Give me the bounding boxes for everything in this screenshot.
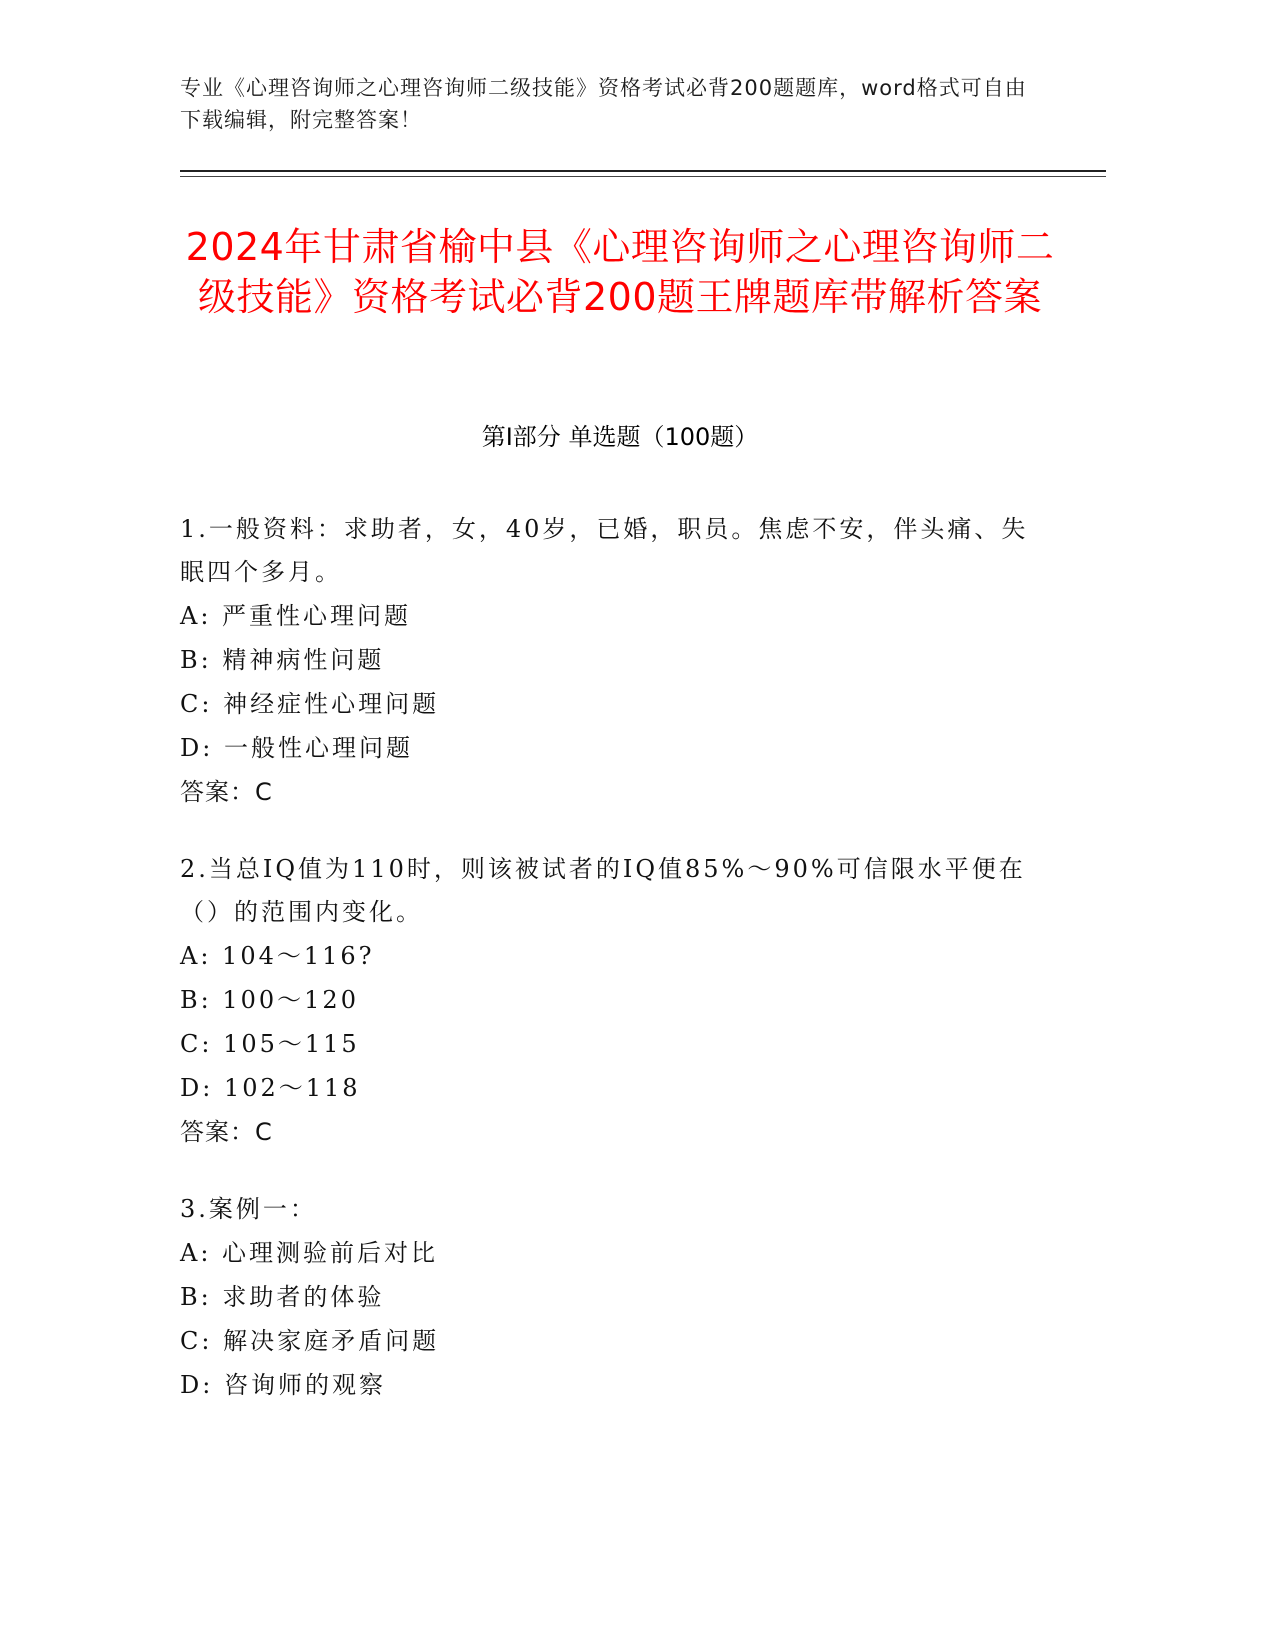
question-3	[180, 1188, 1040, 1407]
header-note: 专业《心理咨询师之心理咨询师二级技能》资格考试必背200题题库，word格式可自由下载编辑，附完整答案！	[180, 76, 1027, 132]
option-b: B: 求助者的体验	[180, 1283, 385, 1311]
question-stem: 1.一般资料：求助者，女，40岁，已婚，职员。焦虑不安，伴头痛、失眠四个多月。	[180, 515, 1029, 586]
question-stem: 3.案例一：	[180, 1195, 317, 1223]
question-2	[180, 848, 1040, 1154]
option-c: C: 105～115	[180, 1030, 360, 1058]
option-a: A: 心理测验前后对比	[180, 1239, 439, 1267]
header-divider	[180, 170, 1106, 172]
option-b: B: 精神病性问题	[180, 646, 385, 674]
option-b: B: 100～120	[180, 986, 359, 1014]
section-heading: 第Ⅰ部分 单选题（100题）	[481, 423, 759, 451]
option-a: A: 104～116?	[180, 942, 375, 970]
answer: 答案：C	[180, 1118, 273, 1146]
header-divider-thin	[180, 176, 1106, 177]
option-c: C: 解决家庭矛盾问题	[180, 1327, 440, 1355]
option-d: D: 咨询师的观察	[180, 1371, 386, 1399]
option-a: A: 严重性心理问题	[180, 602, 412, 630]
document-title: 2024年甘肃省榆中县《心理咨询师之心理咨询师二级技能》资格考试必背200题王牌题库带解析答案	[185, 225, 1055, 319]
option-d: D: 102～118	[180, 1074, 361, 1102]
question-stem: 2.当总IQ值为110时，则该被试者的IQ值85%～90%可信限水平便在（）的范围内变化。	[180, 855, 1026, 926]
option-c: C: 神经症性心理问题	[180, 690, 440, 718]
option-d: D: 一般性心理问题	[180, 734, 413, 762]
question-list	[180, 508, 1040, 1441]
answer: 答案：C	[180, 778, 273, 806]
question-1	[180, 508, 1040, 814]
